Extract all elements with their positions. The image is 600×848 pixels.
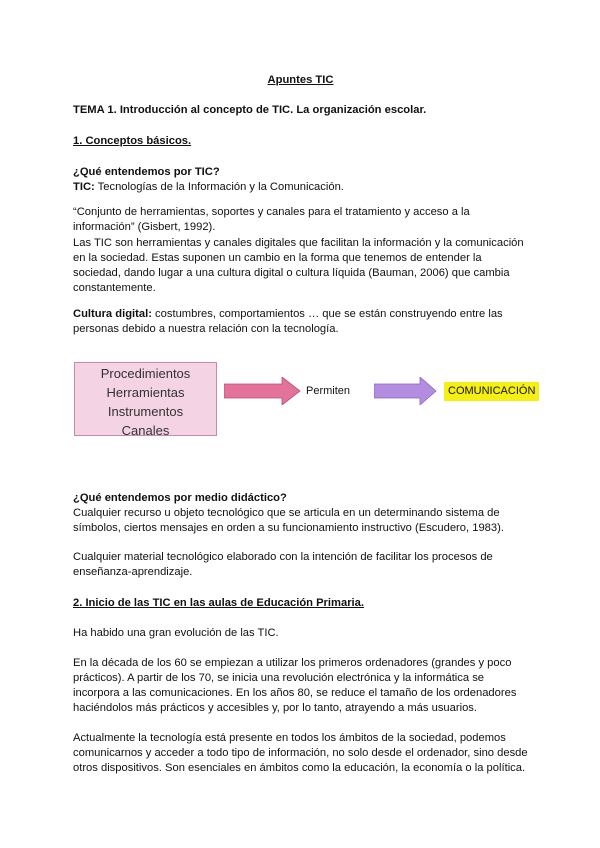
- arrow-right-icon: [374, 377, 438, 405]
- box-item: Instrumentos: [107, 404, 184, 419]
- decadas-paragraph: En la década de los 60 se empiezan a utilizar los primeros ordenadores (grandes y poco prácticos). A partir de los 70, se inicia una revolución electrónica y la informática se incorpora a las comunicaciones. En los años 80, se reduce el tamaño de los ordenadores haciéndolos más prácticos y accesibles y, por lo tanto, atrayendo a más usuarios.: [73, 657, 517, 714]
- tools-box: [74, 362, 217, 436]
- document-title: Apuntes TIC: [267, 74, 334, 86]
- box-item: Herramientas: [106, 385, 185, 400]
- tic-diagram: [74, 362, 534, 440]
- question-tic: ¿Qué entendemos por TIC?: [73, 166, 220, 178]
- arrow-right-icon: [224, 377, 302, 405]
- tic-paragraph: Las TIC son herramientas y canales digitales que facilitan la información y la comunicación en la sociedad. Estas suponen un cambio en la forma que tenemos de entender la sociedad, dando lugar a una cultura digital o cultura líquida (Bauman, 2006) que cambia constantemente.: [73, 237, 524, 294]
- tic-definition: [73, 180, 528, 195]
- cultura-text: costumbres, comportamientos … que se están construyendo entre las personas debido a nuestra relación con la tecnología.: [73, 308, 503, 335]
- medio-didactico-paragraph: Cualquier recurso u objeto tecnológico que se articula en un determinando sistema de símbolos, ciertos mensajes en orden a su funcionamiento instructivo (Escudero, 1983).: [73, 507, 504, 534]
- question-medio-didactico: ¿Qué entendemos por medio didáctico?: [73, 492, 287, 504]
- tema-heading: TEMA 1. Introducción al concepto de TIC. La organización escolar.: [73, 104, 427, 116]
- section-1-heading: 1. Conceptos básicos.: [73, 135, 192, 147]
- actualmente-paragraph: Actualmente la tecnología está presente en todos los ámbitos de la sociedad, podemos comunicarnos y acceder a todo tipo de información, no solo desde el ordenador, sino desde otros dispositivos. Son esenciales en ámbitos como la educación, la economía o la política.: [73, 732, 528, 774]
- cultura-label: Cultura digital:: [73, 308, 152, 320]
- tic-definition-text: Tecnologías de la Información y la Comunicación.: [94, 181, 344, 193]
- box-item: Canales: [121, 423, 170, 438]
- cultura-digital-paragraph: [73, 307, 528, 337]
- tic-label: TIC:: [73, 181, 95, 193]
- material-paragraph: Cualquier material tecnológico elaborado con la intención de facilitar los procesos de enseñanza-aprendizaje.: [73, 551, 493, 578]
- evolucion-paragraph: Ha habido una gran evolución de las TIC.: [73, 627, 279, 639]
- section-2-heading: 2. Inicio de las TIC en las aulas de Educación Primaria.: [73, 597, 364, 609]
- comunicacion-highlight: COMUNICACIÓN: [444, 382, 539, 401]
- quote-paragraph: “Conjunto de herramientas, soportes y canales para el tratamiento y acceso a la información” (Gisbert, 1992).: [73, 206, 470, 233]
- box-item: Procedimientos: [100, 366, 191, 381]
- permiten-label: Permiten: [306, 385, 351, 397]
